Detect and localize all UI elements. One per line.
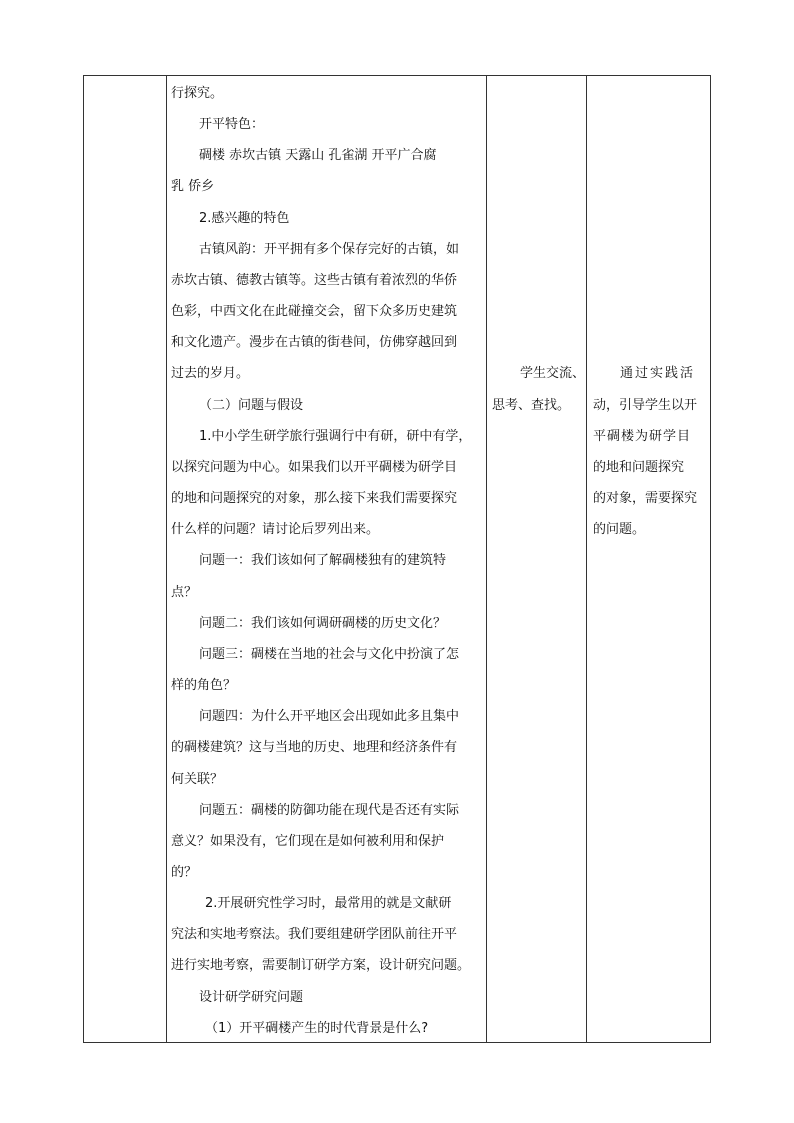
content-line: 设计研学研究问题 [199,990,304,1005]
question-line: 何关联？ [171,772,224,787]
question-line: 的？ [171,865,198,880]
content-line: 的地和问题探究的对象，那么接下来我们需要探究 [171,491,458,506]
content-line: 开平特色： [199,117,265,132]
question-line: 问题四：为什么开平地区会出现如此多且集中 [199,709,460,724]
content-line: 乳 侨乡 [171,179,215,194]
content-line: 碉楼 赤坎古镇 天露山 孔雀湖 开平广合腐 [199,148,437,163]
question-line: 意义？如果没有，它们现在是如何被利用和保护 [171,834,445,849]
content-line: 色彩，中西文化在此碰撞交会，留下众多历史建筑 [171,304,458,319]
content-line: 2.感兴趣的特色 [199,211,290,226]
column-divider-3 [586,76,587,1042]
content-line: 什么样的问题？请讨论后罗列出来。 [171,522,380,537]
section-heading: （二）问题与假设 [199,398,304,413]
student-activity-line: 学生交流、 [520,366,586,381]
content-line: 2.开展研究性学习时，最常用的就是文献研 [205,896,452,911]
design-intent-line: 的地和问题探究 [593,460,685,475]
content-line: （1）开平碉楼产生的时代背景是什么? [205,1021,429,1036]
question-line: 问题一：我们该如何了解碉楼独有的建筑特 [199,553,447,568]
design-intent-line: 动，引导学生以开 [593,398,698,413]
question-line: 问题二：我们该如何调研碉楼的历史文化？ [199,616,447,631]
design-intent-line: 的问题。 [593,522,646,537]
content-line: 行探究。 [171,86,224,101]
question-line: 样的角色？ [171,678,237,693]
content-line: 古镇风韵：开平拥有多个保存完好的古镇，如 [199,242,460,257]
question-line: 问题五：碉楼的防御功能在现代是否还有实际 [199,803,460,818]
design-intent-line: 通过实践活 [620,366,696,381]
column-divider-1 [166,76,167,1042]
question-line: 点？ [171,585,198,600]
question-line: 问题三：碉楼在当地的社会与文化中扮演了怎 [199,647,460,662]
content-line: 1.中小学生研学旅行强调行中有研，研中有学， [199,429,472,444]
content-line: 赤坎古镇、德教古镇等。这些古镇有着浓烈的华侨 [171,273,458,288]
content-line: 以探究问题为中心。如果我们以开平碉楼为研学目 [171,460,458,475]
content-line: 进行实地考察，需要制订研学方案，设计研究问题。 [171,958,471,973]
content-line: 过去的岁月。 [171,366,250,381]
design-intent-line: 平碉楼为研学目 [593,429,692,444]
column-divider-2 [486,76,487,1042]
content-line: 究法和实地考察法。我们要组建研学团队前往开平 [171,927,458,942]
content-line: 和文化遗产。漫步在古镇的街巷间，仿佛穿越回到 [171,335,458,350]
question-line: 的碉楼建筑？这与当地的历史、地理和经济条件有 [171,740,458,755]
design-intent-line: 的对象，需要探究 [593,491,698,506]
student-activity-line: 思考、查找。 [492,398,571,413]
